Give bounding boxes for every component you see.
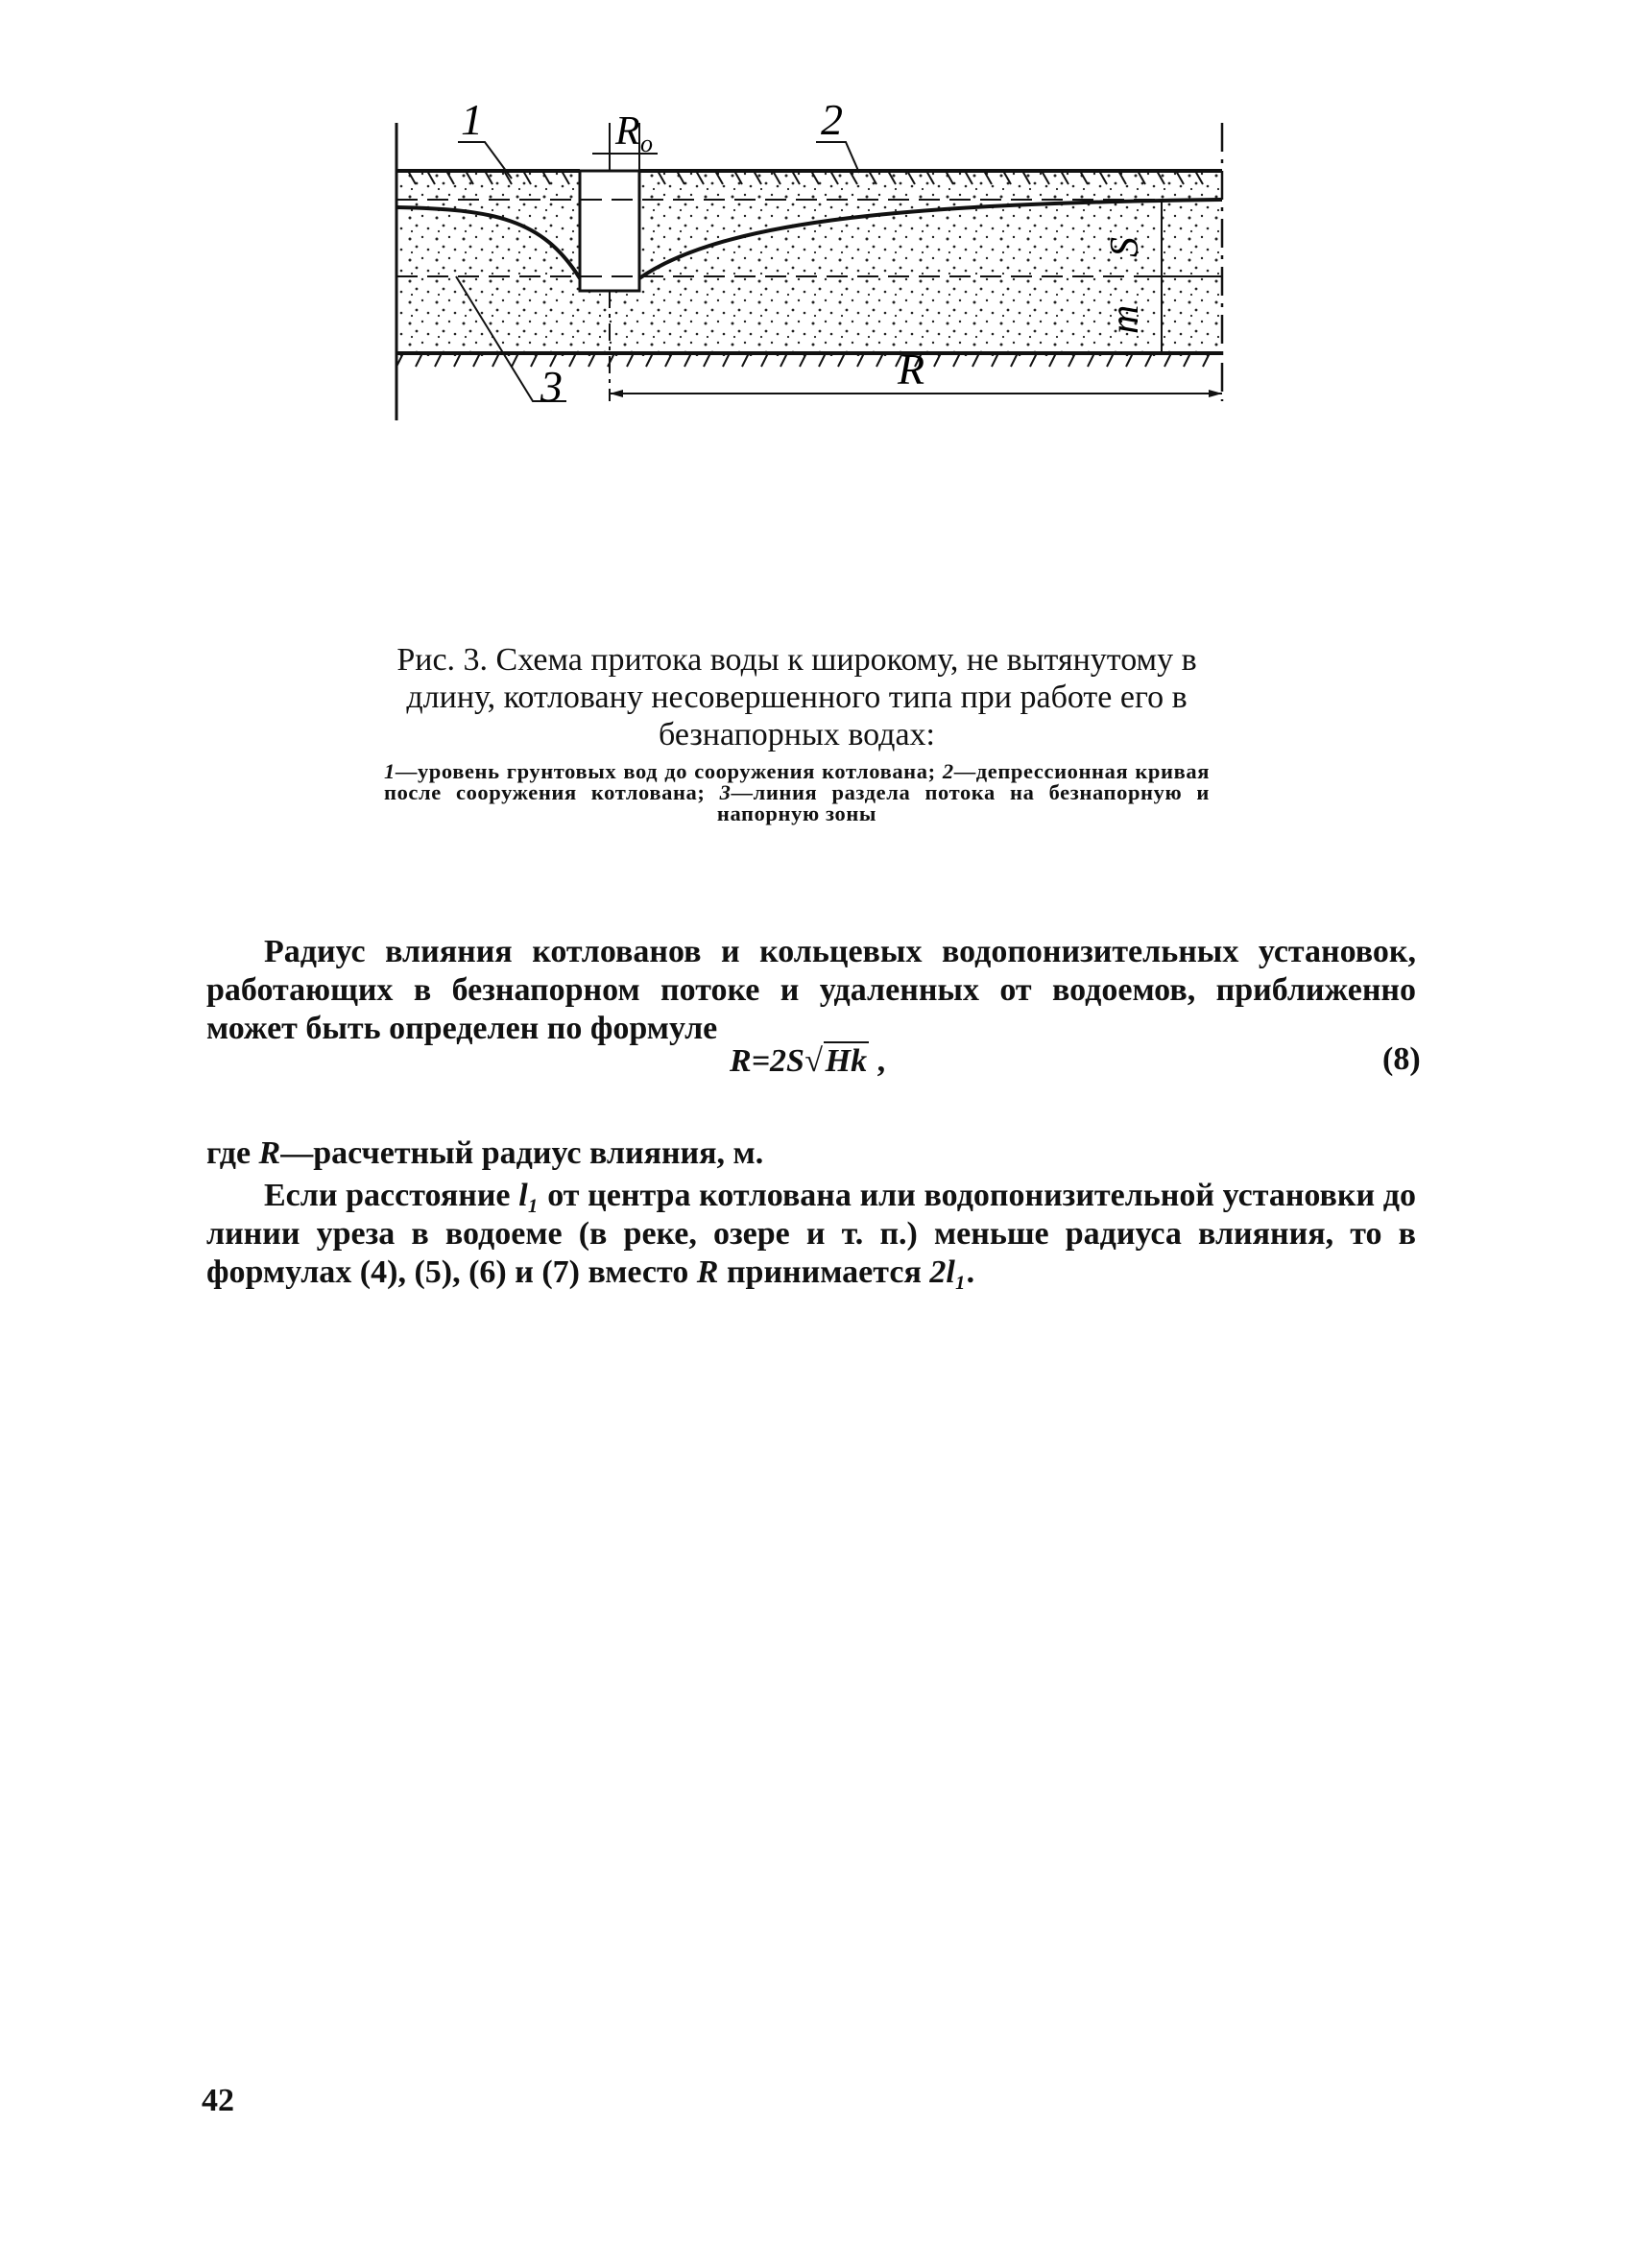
p3-a: Если расстояние — [264, 1178, 519, 1213]
p3-r: R — [696, 1254, 719, 1290]
p3-c: принимается — [718, 1254, 930, 1290]
leader-2 — [816, 142, 859, 173]
figure-caption-title: Рис. 3. Схема притока воды к широкому, не вытянутому в длину, котловану несовершенного типа при работе его в безнапорных водах: — [396, 642, 1197, 752]
p3-d: . — [966, 1254, 975, 1290]
label-m: m — [1103, 304, 1147, 334]
p3-b: от центра котлована или водопонизительной установки до линии уреза в водоеме (в реке, озере и т. п.) меньше радиуса влияния, то в формулах (4), (5), (6) и (7) вместо — [206, 1178, 1416, 1290]
p2-post: —расчетный радиус влияния, м. — [280, 1135, 764, 1171]
formula-mid: =2S√ — [751, 1043, 823, 1079]
label-s: S — [1103, 237, 1147, 257]
paragraph-distance-l1 — [206, 1177, 1416, 1292]
label-2: 2 — [821, 95, 843, 144]
formula-8 — [730, 1041, 885, 1080]
legend-2-text: —депрессионная кривая после сооружения котлована; — [384, 759, 1210, 804]
legend-3-number: 3 — [719, 780, 732, 804]
label-r0-sub: o — [640, 130, 653, 157]
p3-2l1: 2l₁ — [929, 1254, 967, 1290]
groundwater-inflow-diagram — [379, 95, 1243, 651]
figure-caption-legend — [384, 761, 1210, 824]
excavation-pit — [580, 171, 639, 291]
formula-tail: , — [869, 1043, 886, 1079]
legend-1-text: —уровень грунтовых вод до сооружения котлована; — [395, 759, 936, 783]
soil-layer — [396, 171, 1219, 356]
formula-radicand: Hk — [825, 1043, 868, 1079]
label-3: 3 — [540, 362, 563, 411]
legend-2-number: 2 — [942, 759, 954, 783]
label-1: 1 — [461, 95, 483, 144]
label-r: R — [898, 345, 925, 394]
legend-3-text: —линия раздела потока на безнапорную и напорную зоны — [716, 780, 1210, 825]
paragraph-radius-of-influence: Радиус влияния котлованов и кольцевых водопонизительных установок, работающих в безнапорном потоке и удаленных от водоемов, приближенно может быть определен по формуле — [206, 934, 1416, 1046]
p2-var: R — [258, 1135, 281, 1171]
p3-l1: l₁ — [518, 1178, 540, 1213]
equation-number: (8) — [1382, 1041, 1421, 1077]
legend-1-number: 1 — [384, 759, 396, 783]
paragraph-where-r — [206, 1134, 1416, 1173]
formula-lhs: R — [730, 1043, 752, 1079]
p2-pre: где — [206, 1135, 259, 1171]
page-number: 42 — [202, 2083, 234, 2118]
label-r0: R — [615, 109, 640, 154]
